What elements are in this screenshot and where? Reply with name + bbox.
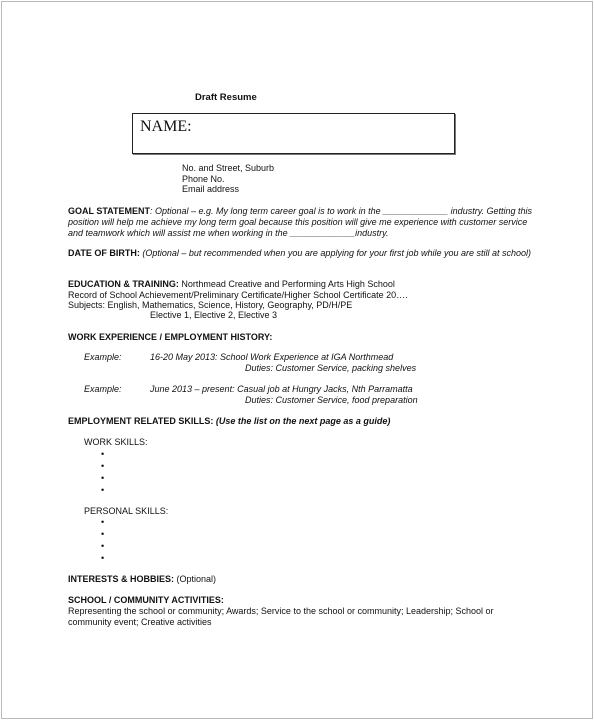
skills-line	[68, 416, 390, 427]
bullet: •	[101, 553, 105, 563]
skills-note: (Use the list on the next page as a guide)	[213, 416, 391, 426]
personal-skills-label: PERSONAL SKILLS:	[84, 506, 169, 516]
bullet: •	[101, 529, 105, 539]
name-box	[132, 113, 455, 154]
education-electives: Elective 1, Elective 2, Elective 3	[150, 310, 278, 320]
bullet: •	[101, 461, 105, 471]
example-label: Example:	[84, 384, 122, 394]
bullet: •	[101, 485, 105, 495]
work-experience-heading: WORK EXPERIENCE / EMPLOYMENT HISTORY:	[68, 332, 273, 342]
work-skills-label: WORK SKILLS:	[84, 437, 148, 447]
email-line: Email address	[182, 184, 240, 194]
goal-statement	[68, 206, 538, 239]
education-heading: EDUCATION & TRAINING:	[68, 279, 179, 289]
bullet: •	[101, 541, 105, 551]
community-text: Representing the school or community; Awards; Service to the school or community; Leadership; School or community event; Creative activities	[68, 606, 494, 627]
skills-heading: EMPLOYMENT RELATED SKILLS:	[68, 416, 214, 426]
dob-text: (Optional – but recommended when you are applying for your first job while you are still at school)	[139, 248, 532, 258]
goal-text: : Optional – e.g. My long term career goal is to work in the _____________ industry. Getting this position will help me achieve my long term goal because this position will give me experience with customer service and teamwork which will assist me when working in the _____________industry.	[68, 206, 533, 238]
dob-heading: DATE OF BIRTH:	[68, 248, 140, 258]
example-duties: Duties: Customer Service, packing shelves	[245, 363, 417, 373]
interests-text: (Optional)	[174, 574, 217, 584]
example-role: 16-20 May 2013: School Work Experience at IGA Northmead	[150, 352, 394, 362]
bullet: •	[101, 473, 105, 483]
interests-line	[68, 574, 216, 585]
document-title: Draft Resume	[195, 92, 257, 103]
address-line: No. and Street, Suburb	[182, 163, 275, 173]
education-school: Northmead Creative and Performing Arts High School	[178, 279, 395, 289]
example-label: Example:	[84, 352, 122, 362]
community-heading: SCHOOL / COMMUNITY ACTIVITIES:	[68, 595, 224, 605]
name-label: NAME:	[140, 118, 192, 135]
interests-heading: INTERESTS & HOBBIES:	[68, 574, 175, 584]
education-line	[68, 279, 395, 290]
bullet: •	[101, 517, 105, 527]
resume-page	[1, 1, 593, 719]
goal-heading: GOAL STATEMENT	[68, 206, 150, 216]
education-certificate: Record of School Achievement/Preliminary Certificate/Higher School Certificate 20….	[68, 290, 408, 300]
example-duties: Duties: Customer Service, food preparation	[245, 395, 418, 405]
phone-line: Phone No.	[182, 174, 225, 184]
date-of-birth	[68, 248, 538, 259]
example-role: June 2013 – present: Casual job at Hungry Jacks, Nth Parramatta	[150, 384, 413, 394]
education-subjects: Subjects: English, Mathematics, Science, History, Geography, PD/H/PE	[68, 300, 353, 310]
bullet: •	[101, 449, 105, 459]
